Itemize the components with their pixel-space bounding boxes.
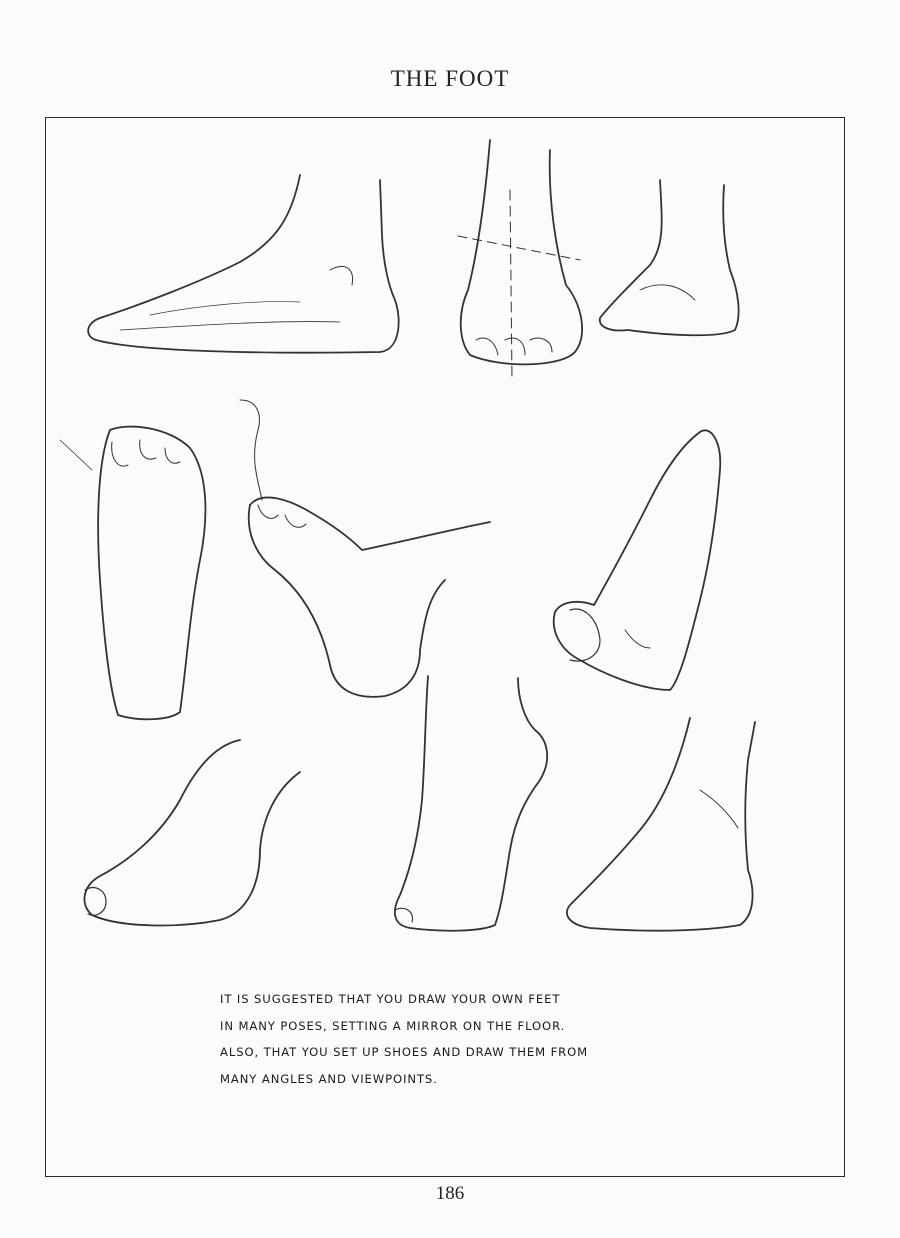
foot-tiptoe-sketch: [395, 676, 547, 931]
foot-raised-underside-sketch: [240, 400, 490, 697]
foot-heel-view-sketch: [554, 430, 720, 690]
page-number: 186: [435, 1183, 465, 1204]
caption-line: IN MANY POSES, SETTING A MIRROR ON THE FLOOR.: [220, 1018, 566, 1033]
caption-line: IT IS SUGGESTED THAT YOU DRAW YOUR OWN FEET: [220, 992, 561, 1006]
foot-sole-view-sketch: [60, 427, 205, 720]
foot-foreshortened-sketch: [84, 740, 300, 925]
foot-side-view-sketch: [88, 175, 399, 353]
caption-text: [220, 986, 740, 1092]
page-title: THE FOOT: [390, 66, 510, 91]
foot-side-back-view-sketch: [567, 718, 755, 931]
foot-front-view-sketch: [458, 140, 582, 380]
caption-line: MANY ANGLES AND VIEWPOINTS.: [220, 1071, 438, 1086]
foot-three-quarter-view-sketch: [600, 180, 739, 335]
caption-line: ALSO, THAT YOU SET UP SHOES AND DRAW THEM FROM: [220, 1045, 589, 1059]
